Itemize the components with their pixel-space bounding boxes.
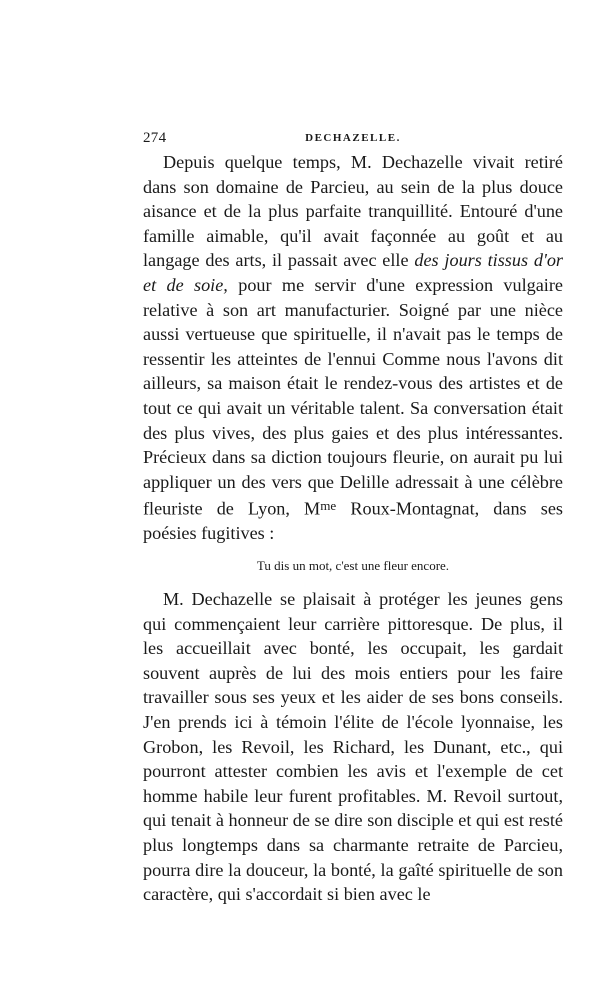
- superscript-me: me: [320, 498, 337, 514]
- paragraph-1: [143, 150, 563, 546]
- running-title: DECHAZELLE.: [305, 132, 401, 144]
- body-text: [143, 150, 563, 907]
- page-number: 274: [143, 130, 167, 146]
- paragraph-1-part-2: pour me servir d'une expression vulgaire relative à son art manufacturier. Soigné par une nièce aussi vertueuse que spirituelle, il n'avait pas le temps de ressentir les atteintes de l'ennui Comme nous l'avons dit ailleurs, sa maison était le rendez-vous des artistes et de tout ce qui avait un véritable talent. Sa conversation était des plus vives, des plus gaies et des plus intéressantes. Précieux dans sa diction toujours fleurie, on aurait pu lui appliquer un des vers que Delille adressait à une célèbre fleuriste de Lyon, M: [143, 274, 563, 519]
- italic-expression: des jours tissus d'or et de soie,: [143, 250, 563, 295]
- paragraph-1-part-3: Roux-Montagnat, dans ses poésies fugitives :: [143, 498, 563, 544]
- paragraph-1-part-1: Depuis quelque temps, M. Dechazelle vivait retiré dans son domaine de Parcieu, au sein de la plus douce aisance et de la plus parfaite tranquillité. Entouré d'une famille aimable, qu'il avait façonnée au goût et au langage des arts, il passait avec elle: [143, 152, 563, 271]
- verse-quote: Tu dis un mot, c'est une fleur encore.: [256, 558, 450, 574]
- paragraph-2: M. Dechazelle se plaisait à protéger les jeunes gens qui commençaient leur carrière pittoresque. De plus, il les accueillait avec bonté, les occupait, les gardait souvent auprès de lui des mois entiers pour les faire travailler sous ses yeux et les aider de ses bons conseils. J'en prends ici à témoin l'élite de l'école lyonnaise, les Grobon, les Revoil, les Richard, les Dunant, etc., qui pourront attester combien les avis et l'exemple de cet homme habile leur furent profitables. M. Revoil surtout, qui tenait à honneur de se dire son disciple et qui est resté plus longtemps dans sa charmante retraite de Parcieu, pourra dire la douceur, la bonté, la gaîté spirituelle de son caractère, qui s'accordait si bien avec le: [143, 589, 563, 905]
